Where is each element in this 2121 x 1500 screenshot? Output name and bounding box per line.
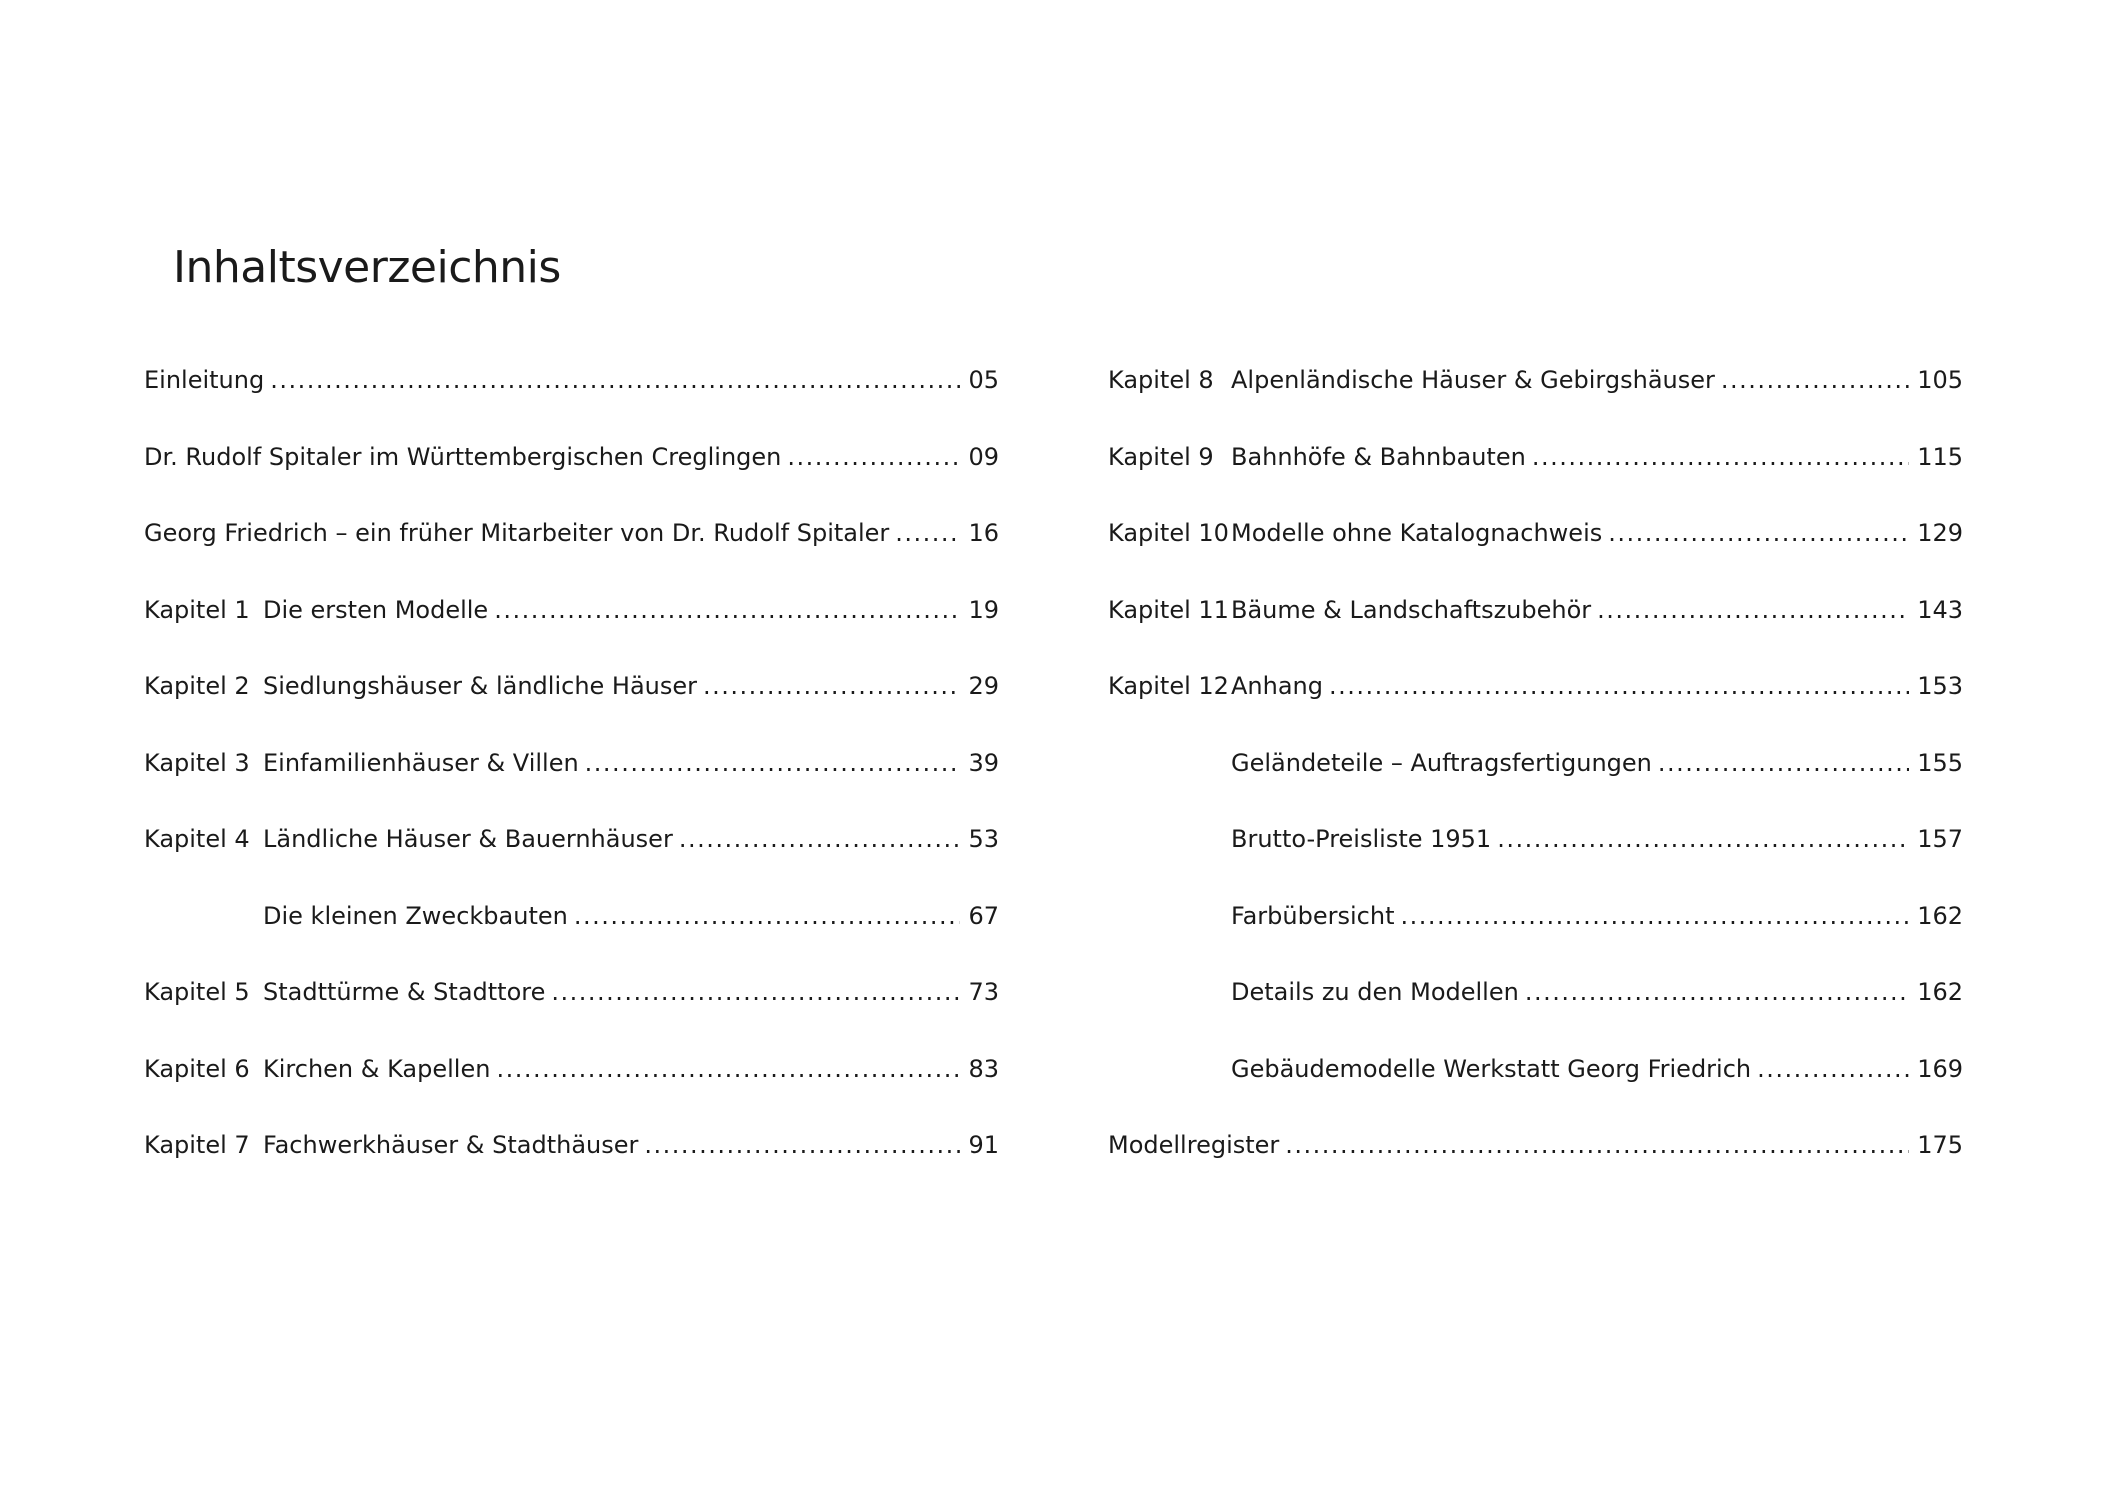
toc-entry-title: Geländeteile – Auftragsfertigungen	[1231, 748, 1652, 777]
toc-chapter-label: Kapitel 10	[1108, 519, 1229, 547]
dot-leader	[1658, 745, 1909, 781]
toc-entry[interactable]	[1108, 745, 1963, 822]
toc-entry-page: 09	[968, 442, 999, 471]
toc-entry[interactable]	[1108, 1127, 1963, 1204]
toc-entry-page: 162	[1917, 901, 1963, 930]
toc-chapter-label: Kapitel 5	[144, 978, 250, 1006]
toc-entry-title: Anhang	[1231, 672, 1323, 700]
toc-entry[interactable]	[144, 362, 999, 439]
toc-entry-title: Einleitung	[144, 366, 265, 394]
dot-leader	[1400, 898, 1909, 934]
toc-entry-title: Brutto-Preisliste 1951	[1231, 825, 1492, 853]
toc-entry-page: 129	[1917, 519, 1963, 547]
toc-entry[interactable]	[144, 439, 999, 516]
dot-leader	[1608, 515, 1909, 551]
toc-entry-page: 162	[1917, 978, 1963, 1006]
toc-entry-page: 16	[968, 519, 999, 547]
toc-entry-title: Farbübersicht	[1231, 901, 1395, 930]
toc-entry-title: Fachwerkhäuser & Stadthäuser	[263, 1131, 639, 1159]
toc-entry-page: 83	[968, 1054, 999, 1083]
toc-chapter-label: Kapitel 12	[1108, 672, 1229, 700]
toc-chapter-label: Kapitel 2	[144, 672, 250, 700]
dot-leader	[1597, 592, 1909, 628]
dot-leader	[1757, 1051, 1909, 1087]
toc-entry-title: Modelle ohne Katalognachweis	[1231, 519, 1603, 547]
toc-chapter-label: Kapitel 1	[144, 595, 250, 624]
toc-chapter-label: Kapitel 8	[1108, 366, 1214, 394]
toc-entry[interactable]	[144, 1127, 999, 1204]
toc-entry[interactable]	[144, 515, 999, 592]
dot-leader	[895, 515, 960, 551]
toc-entry[interactable]	[144, 974, 999, 1051]
dot-leader	[1285, 1127, 1909, 1163]
toc-entry[interactable]	[144, 745, 999, 822]
toc-entry-page: 29	[968, 672, 999, 700]
toc-entry-page: 05	[968, 366, 999, 394]
toc-entry-title: Modellregister	[1108, 1131, 1280, 1159]
toc-entry[interactable]	[1108, 898, 1963, 975]
toc-left-column	[144, 362, 999, 1204]
toc-entry[interactable]	[144, 668, 999, 745]
toc-entry[interactable]	[1108, 362, 1963, 439]
toc-entry[interactable]	[1108, 439, 1963, 516]
dot-leader	[787, 439, 960, 475]
toc-entry-page: 155	[1917, 748, 1963, 777]
toc-entry-title: Die kleinen Zweckbauten	[263, 901, 568, 930]
toc-entry-page: 105	[1917, 366, 1963, 394]
toc-right-column	[1108, 362, 1963, 1204]
toc-entry[interactable]	[144, 898, 999, 975]
toc-entry-page: 53	[968, 825, 999, 853]
toc-entry-title: Bahnhöfe & Bahnbauten	[1231, 442, 1526, 471]
dot-leader	[585, 745, 961, 781]
toc-chapter-label: Kapitel 11	[1108, 595, 1229, 624]
dot-leader	[551, 974, 960, 1010]
toc-chapter-label: Kapitel 4	[144, 825, 250, 853]
toc-entry-page: 73	[968, 978, 999, 1006]
toc-entry-title: Alpenländische Häuser & Gebirgshäuser	[1231, 366, 1715, 394]
toc-entry[interactable]	[1108, 974, 1963, 1051]
toc-entry[interactable]	[144, 1051, 999, 1128]
toc-chapter-label: Kapitel 9	[1108, 442, 1214, 471]
dot-leader	[494, 592, 960, 628]
toc-entry-title: Die ersten Modelle	[263, 595, 489, 624]
dot-leader	[1525, 974, 1909, 1010]
toc-entry-title: Gebäudemodelle Werkstatt Georg Friedrich	[1231, 1054, 1752, 1083]
toc-chapter-label: Kapitel 7	[144, 1131, 250, 1159]
dot-leader	[703, 668, 960, 704]
toc-entry-title: Ländliche Häuser & Bauernhäuser	[263, 825, 673, 853]
toc-entry-title: Bäume & Landschaftszubehör	[1231, 595, 1592, 624]
dot-leader	[270, 362, 960, 398]
toc-entry[interactable]	[1108, 515, 1963, 592]
toc-entry-title: Kirchen & Kapellen	[263, 1054, 491, 1083]
dot-leader	[1497, 821, 1909, 857]
toc-entry-page: 39	[968, 748, 999, 777]
dot-leader	[679, 821, 961, 857]
toc-entry-page: 143	[1917, 595, 1963, 624]
toc-chapter-label: Kapitel 3	[144, 748, 250, 777]
toc-entry-page: 115	[1917, 442, 1963, 471]
toc-entry[interactable]	[144, 592, 999, 669]
toc-entry-page: 169	[1917, 1054, 1963, 1083]
toc-entry-page: 153	[1917, 672, 1963, 700]
dot-leader	[644, 1127, 960, 1163]
toc-entry[interactable]	[1108, 668, 1963, 745]
toc-entry-title: Einfamilienhäuser & Villen	[263, 748, 579, 777]
toc-entry-page: 91	[968, 1131, 999, 1159]
toc-entry-page: 19	[968, 595, 999, 624]
toc-entry-page: 175	[1917, 1131, 1963, 1159]
toc-entry-title: Stadttürme & Stadttore	[263, 978, 546, 1006]
dot-leader	[1329, 668, 1909, 704]
toc-entry[interactable]	[1108, 821, 1963, 898]
toc-entry[interactable]	[1108, 592, 1963, 669]
toc-entry-page: 157	[1917, 825, 1963, 853]
toc-entry-page: 67	[968, 901, 999, 930]
dot-leader	[574, 898, 961, 934]
toc-entry-title: Dr. Rudolf Spitaler im Württembergischen Creglingen	[144, 442, 782, 471]
page-title: Inhaltsverzeichnis	[173, 242, 561, 293]
toc-entry[interactable]	[144, 821, 999, 898]
toc-entry-title: Details zu den Modellen	[1231, 978, 1519, 1006]
toc-chapter-label: Kapitel 6	[144, 1054, 250, 1083]
toc-entry-title: Georg Friedrich – ein früher Mitarbeiter von Dr. Rudolf Spitaler	[144, 519, 890, 547]
dot-leader	[1721, 362, 1909, 398]
toc-entry-title: Siedlungshäuser & ländliche Häuser	[263, 672, 698, 700]
toc-entry[interactable]	[1108, 1051, 1963, 1128]
dot-leader	[496, 1051, 960, 1087]
dot-leader	[1532, 439, 1909, 475]
